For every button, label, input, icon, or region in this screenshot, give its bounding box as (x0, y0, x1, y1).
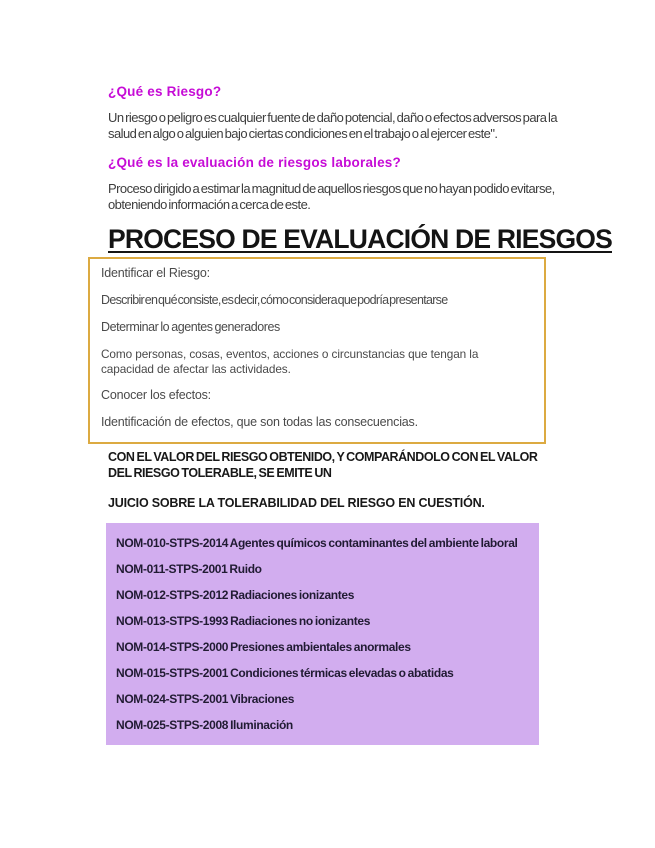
nom-standard-item: NOM-013-STPS-1993 Radiaciones no ionizantes (116, 613, 371, 628)
nom-standard-item: NOM-014-STPS-2000 Presiones ambientales anormales (116, 639, 411, 654)
nom-standard-item: NOM-012-STPS-2012 Radiaciones ionizantes (116, 587, 355, 602)
paragraph-tolerability-statement: CON EL VALOR DEL RIESGO OBTENIDO, Y COMPARÁNDOLO CON EL VALOR DEL RIESGO TOLERABLE, SE EMITE UN (108, 449, 538, 480)
nom-standard-item: NOM-015-STPS-2001 Condiciones térmicas elevadas o abatidas (116, 665, 454, 680)
process-step-item: Identificación de efectos, que son todas las consecuencias. (101, 414, 418, 429)
nom-standard-item: NOM-024-STPS-2001 Vibraciones (116, 691, 295, 706)
heading-evaluacion-riesgos: ¿Qué es la evaluación de riesgos laborales? (108, 155, 401, 171)
paragraph-evaluacion-definition: Proceso dirigido a estimar la magnitud de aquellos riesgos que no hayan podido evitarse, obteniendo información a cerca de este. (108, 181, 555, 212)
process-step-item: Conocer los efectos: (101, 387, 211, 402)
process-step-item: Como personas, cosas, eventos, acciones o circunstancias que tengan la capacidad de afectar las actividades. (101, 347, 479, 376)
paragraph-riesgo-definition: Un riesgo o peligro es cualquier fuente de daño potencial, daño o efectos adversos para la salud en algo o alguien bajo ciertas condiciones en el trabajo o al ejercer este". (108, 110, 558, 141)
nom-standards-list-box (106, 523, 539, 745)
page-title-proceso-evaluacion: PROCESO DE EVALUACIÓN DE RIESGOS (108, 224, 612, 255)
process-steps-box (88, 257, 546, 443)
nom-standard-item: NOM-025-STPS-2008 Iluminación (116, 717, 293, 732)
process-step-item: Identificar el Riesgo: (101, 266, 210, 281)
process-step-item: Describir en qué consiste, es decir, cómo considera que podría presentarse (101, 293, 448, 308)
paragraph-tolerability-judgement: JUICIO SOBRE LA TOLERABILIDAD DEL RIESGO EN CUESTIÓN. (108, 495, 485, 510)
nom-standard-item: NOM-011-STPS-2001 Ruido (116, 561, 262, 576)
process-step-item: Determinar lo agentes generadores (101, 320, 280, 335)
heading-que-es-riesgo: ¿Qué es Riesgo? (108, 84, 222, 99)
nom-standard-item: NOM-010-STPS-2014 Agentes químicos contaminantes del ambiente laboral (116, 535, 518, 550)
